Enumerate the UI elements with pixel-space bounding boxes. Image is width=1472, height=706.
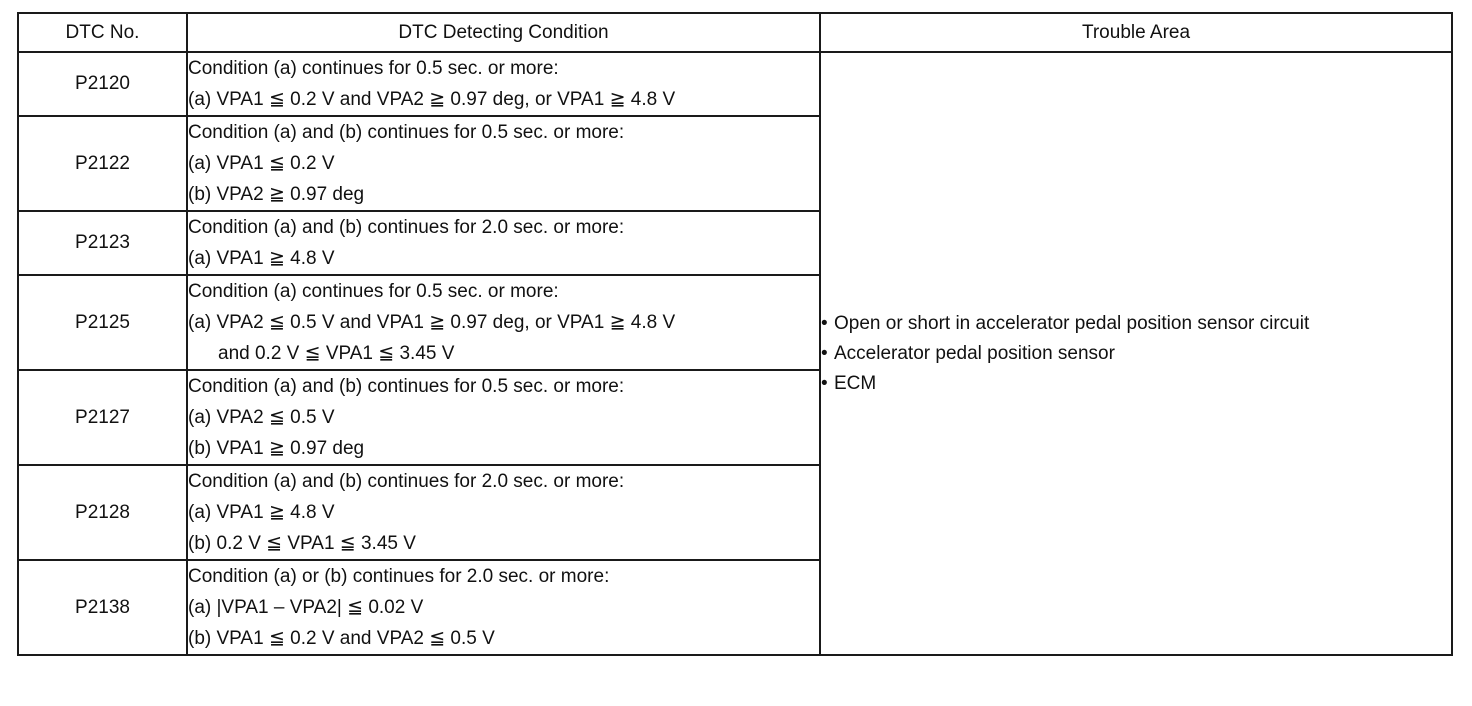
condition-line: (a) VPA2 ≦ 0.5 V and VPA1 ≧ 0.97 deg, or VPA1 ≧ 4.8 V [188, 312, 676, 333]
table-row [18, 52, 1452, 116]
condition-line: (b) 0.2 V ≦ VPA1 ≦ 3.45 V [188, 533, 416, 554]
bullet-icon: • [821, 342, 828, 364]
dtc-code: P2128 [18, 465, 187, 560]
condition-line: Condition (a) and (b) continues for 2.0 sec. or more: [188, 471, 625, 492]
detecting-condition [187, 560, 820, 655]
trouble-area-text: ECM [834, 372, 877, 394]
condition-line: and 0.2 V ≦ VPA1 ≦ 3.45 V [218, 343, 455, 364]
dtc-table [17, 12, 1453, 656]
condition-line: (a) VPA2 ≦ 0.5 V [188, 407, 335, 428]
detecting-condition [187, 52, 820, 116]
condition-line: (b) VPA1 ≦ 0.2 V and VPA2 ≦ 0.5 V [188, 628, 495, 649]
condition-line: Condition (a) and (b) continues for 0.5 sec. or more: [188, 122, 625, 143]
condition-line: (b) VPA2 ≧ 0.97 deg [188, 184, 365, 205]
condition-line: Condition (a) and (b) continues for 0.5 sec. or more: [188, 376, 625, 397]
condition-line: Condition (a) continues for 0.5 sec. or more: [188, 58, 559, 79]
condition-line: (b) VPA1 ≧ 0.97 deg [188, 438, 365, 459]
header-trouble-area: Trouble Area [820, 13, 1452, 52]
dtc-code: P2125 [18, 275, 187, 370]
trouble-area-list [821, 309, 1451, 399]
header-dtc-no: DTC No. [18, 13, 187, 52]
condition-line: (a) VPA1 ≧ 4.8 V [188, 248, 335, 269]
trouble-area-text: Accelerator pedal position sensor [834, 342, 1115, 364]
dtc-code: P2123 [18, 211, 187, 275]
condition-line: (a) VPA1 ≦ 0.2 V [188, 153, 335, 174]
trouble-area-item [821, 369, 1451, 399]
detecting-condition [187, 211, 820, 275]
trouble-area-item [821, 339, 1451, 369]
condition-line: Condition (a) continues for 0.5 sec. or more: [188, 281, 559, 302]
detecting-condition [187, 370, 820, 465]
bullet-icon: • [821, 312, 828, 334]
detecting-condition [187, 465, 820, 560]
dtc-code: P2120 [18, 52, 187, 116]
condition-line: (a) VPA1 ≧ 4.8 V [188, 502, 335, 523]
condition-line: (a) VPA1 ≦ 0.2 V and VPA2 ≧ 0.97 deg, or VPA1 ≧ 4.8 V [188, 89, 676, 110]
trouble-area-text: Open or short in accelerator pedal position sensor circuit [834, 312, 1310, 334]
dtc-code: P2122 [18, 116, 187, 211]
header-row [18, 13, 1452, 52]
detecting-condition [187, 116, 820, 211]
dtc-code: P2127 [18, 370, 187, 465]
header-detecting-condition: DTC Detecting Condition [187, 13, 820, 52]
trouble-area-item [821, 309, 1451, 339]
condition-line: (a) |VPA1 – VPA2| ≦ 0.02 V [188, 597, 424, 618]
condition-line: Condition (a) and (b) continues for 2.0 sec. or more: [188, 217, 625, 238]
condition-line: Condition (a) or (b) continues for 2.0 sec. or more: [188, 566, 610, 587]
bullet-icon: • [821, 372, 828, 394]
trouble-area [820, 52, 1452, 655]
dtc-code: P2138 [18, 560, 187, 655]
detecting-condition [187, 275, 820, 370]
